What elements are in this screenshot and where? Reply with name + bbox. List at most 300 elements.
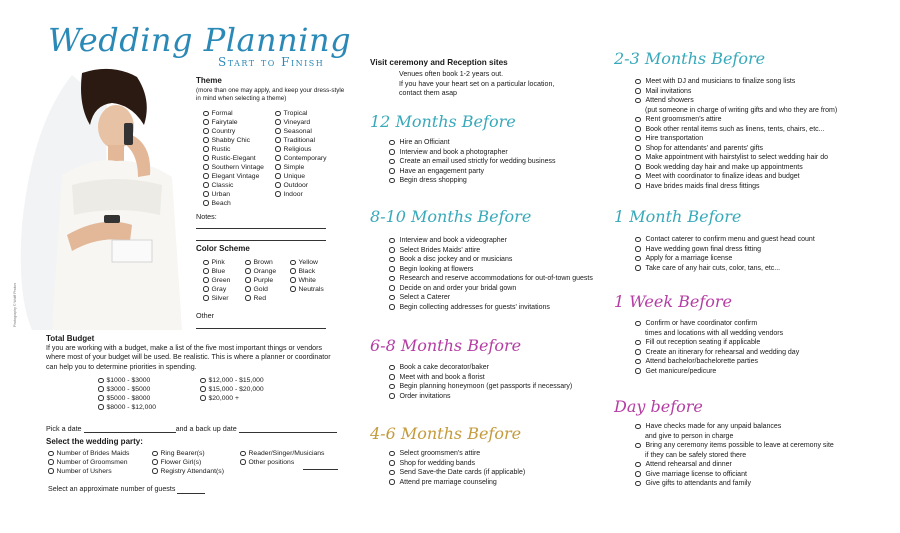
- color-column-3: [290, 259, 324, 295]
- two-months-item-label: Shop for attendants' and parents' gifts: [645, 144, 763, 152]
- party-option[interactable]: [152, 450, 224, 459]
- eight-months-item[interactable]: [389, 236, 593, 246]
- color-option[interactable]: [290, 286, 324, 295]
- radio-circle-icon[interactable]: [275, 137, 281, 143]
- two-months-item-label: Book wedding day hair and make up appointments: [645, 163, 803, 171]
- radio-circle-icon[interactable]: [275, 128, 281, 134]
- twelve-months-item[interactable]: [389, 176, 556, 186]
- checkbox-circle-icon[interactable]: [389, 159, 395, 165]
- 6-8-months-list: [389, 363, 572, 401]
- budget-option[interactable]: [98, 404, 156, 413]
- theme-option-label: Elegant Vintage: [211, 172, 260, 180]
- four-months-item-label: Shop for wedding bands: [399, 459, 475, 467]
- party-option[interactable]: [48, 450, 129, 459]
- four-months-item[interactable]: [389, 478, 525, 488]
- radio-circle-icon[interactable]: [203, 295, 209, 301]
- checkbox-circle-icon[interactable]: [635, 183, 641, 189]
- theme-option[interactable]: [203, 191, 264, 200]
- one-week-item[interactable]: [635, 357, 799, 367]
- six-months-item[interactable]: [389, 373, 572, 383]
- day-before-item[interactable]: [635, 422, 834, 432]
- day-before-item-label: Bring any ceremony items possible to leave at ceremony site: [645, 442, 834, 450]
- two-months-item[interactable]: [635, 115, 837, 125]
- radio-circle-icon[interactable]: [290, 268, 296, 274]
- checkbox-circle-icon[interactable]: [389, 384, 395, 390]
- checkbox-circle-icon[interactable]: [389, 470, 395, 476]
- one-week-item-label: Confirm or have coordinator confirm: [645, 320, 758, 327]
- budget-text: If you are working with a budget, make a list of the five most important things or vendors where most of your budget will be used. Be realistic. This is where a planner or coordinator can help you to determine priorities in spending.: [46, 344, 331, 371]
- notes-line-1[interactable]: [196, 221, 326, 229]
- checkbox-circle-icon[interactable]: [635, 349, 641, 355]
- theme-option-label: Tropical: [283, 110, 308, 117]
- 1-week-list: [635, 319, 799, 376]
- one-month-item-label: Take care of any hair cuts, color, tans, etc...: [645, 264, 781, 272]
- radio-circle-icon[interactable]: [200, 395, 206, 401]
- theme-option-label: Country: [211, 127, 236, 135]
- 2-3-months-heading: 2-3 Months Before: [614, 49, 766, 68]
- theme-option-label: Simple: [283, 163, 305, 171]
- one-month-item-label: Contact caterer to confirm menu and guest head count: [645, 236, 815, 243]
- radio-circle-icon[interactable]: [203, 268, 209, 274]
- theme-option[interactable]: [203, 200, 264, 209]
- checkbox-circle-icon[interactable]: [635, 256, 641, 262]
- theme-option[interactable]: [203, 128, 264, 137]
- color-option[interactable]: [245, 259, 276, 268]
- radio-circle-icon[interactable]: [203, 191, 209, 197]
- theme-option-label: Vineyard: [283, 118, 311, 126]
- radio-circle-icon[interactable]: [240, 459, 246, 465]
- theme-option[interactable]: [275, 182, 327, 191]
- radio-circle-icon[interactable]: [275, 173, 281, 179]
- party-option-label: Number of Groomsmen: [56, 458, 128, 466]
- one-month-item[interactable]: [635, 245, 815, 255]
- twelve-months-item-label: Have an engagement party: [399, 167, 484, 175]
- 8-10-months-list: [389, 236, 593, 312]
- two-months-item[interactable]: [635, 134, 837, 144]
- theme-option-label: Religious: [283, 145, 312, 153]
- radio-circle-icon[interactable]: [290, 260, 296, 266]
- one-week-item-label: Attend bachelor/bachelorette parties: [645, 358, 758, 366]
- color-option-label: Blue: [211, 267, 226, 275]
- color-option[interactable]: [203, 277, 230, 286]
- two-months-item-label: Rent groomsmen's attire: [645, 116, 722, 124]
- radio-circle-icon[interactable]: [203, 111, 209, 117]
- twelve-months-item-label: Hire an Officiant: [399, 139, 450, 146]
- checkbox-circle-icon[interactable]: [635, 340, 641, 346]
- checkbox-circle-icon[interactable]: [389, 266, 395, 272]
- checkbox-circle-icon[interactable]: [635, 98, 641, 104]
- theme-option-label: Indoor: [283, 190, 303, 198]
- twelve-months-item-label: Interview and book a photographer: [399, 148, 508, 156]
- day-before-item-label: Give gifts to attendants and family: [645, 480, 751, 488]
- six-months-item-label: Meet with and book a florist: [399, 373, 485, 381]
- two-months-item[interactable]: [635, 163, 837, 173]
- checkbox-circle-icon[interactable]: [635, 359, 641, 365]
- color-column-1: [203, 259, 230, 304]
- theme-option[interactable]: [275, 173, 327, 182]
- day-before-item-label: Give marriage license to officiant: [645, 470, 747, 478]
- radio-circle-icon[interactable]: [203, 260, 209, 266]
- one-month-item[interactable]: [635, 264, 815, 274]
- theme-option[interactable]: [275, 110, 327, 119]
- theme-option[interactable]: [275, 119, 327, 128]
- radio-circle-icon[interactable]: [98, 395, 104, 401]
- one-week-item-label: Get manicure/pedicure: [645, 367, 717, 375]
- party-option[interactable]: [240, 450, 324, 459]
- 4-6-months-list: [389, 449, 525, 487]
- theme-option[interactable]: [275, 191, 327, 200]
- radio-circle-icon[interactable]: [245, 295, 251, 301]
- theme-option[interactable]: [275, 146, 327, 155]
- 1-month-list: [635, 235, 815, 273]
- two-months-item-label: Meet with coordinator to finalize ideas and budget: [645, 173, 800, 181]
- radio-circle-icon[interactable]: [48, 468, 54, 474]
- checkbox-circle-icon[interactable]: [635, 136, 641, 142]
- two-months-item-label: Hire transportation: [645, 135, 704, 143]
- other-positions-line[interactable]: [303, 462, 338, 470]
- 1-week-heading: 1 Week Before: [614, 292, 733, 311]
- radio-circle-icon[interactable]: [203, 155, 209, 161]
- radio-circle-icon[interactable]: [48, 451, 54, 457]
- checkbox-circle-icon[interactable]: [389, 247, 395, 253]
- color-option[interactable]: [290, 268, 324, 277]
- notes-line-2[interactable]: [196, 233, 326, 241]
- day-before-item-note: if they can be safely stored there: [645, 451, 747, 459]
- radio-circle-icon[interactable]: [245, 260, 251, 266]
- radio-circle-icon[interactable]: [275, 146, 281, 152]
- color-option[interactable]: [290, 277, 324, 286]
- theme-column-2: [275, 110, 327, 200]
- checkbox-circle-icon[interactable]: [389, 295, 395, 301]
- checkbox-circle-icon[interactable]: [389, 374, 395, 380]
- 2-3-months-list: [635, 77, 837, 191]
- eight-months-item-label: Research and reserve accommodations for out-of-town guests: [399, 275, 593, 283]
- checkbox-circle-icon[interactable]: [635, 174, 641, 180]
- two-months-item[interactable]: [635, 96, 837, 106]
- checkbox-circle-icon[interactable]: [635, 88, 641, 94]
- eight-months-item[interactable]: [389, 303, 593, 313]
- theme-option-label: Urban: [211, 190, 231, 198]
- theme-option[interactable]: [203, 173, 264, 182]
- four-months-item[interactable]: [389, 468, 525, 478]
- color-option-label: Red: [253, 294, 266, 302]
- radio-circle-icon[interactable]: [245, 286, 251, 292]
- radio-circle-icon[interactable]: [98, 378, 104, 384]
- checkbox-circle-icon[interactable]: [635, 155, 641, 161]
- party-option-label: Number of Ushers: [56, 467, 112, 475]
- budget-option-label: $8000 - $12,000: [106, 403, 157, 411]
- guests-line[interactable]: [177, 486, 205, 494]
- radio-circle-icon[interactable]: [275, 164, 281, 170]
- one-week-item-note: times and locations with all wedding vendors: [645, 329, 784, 337]
- six-months-item[interactable]: [389, 392, 572, 402]
- two-months-item[interactable]: [635, 125, 837, 135]
- checkbox-circle-icon[interactable]: [389, 140, 395, 146]
- one-week-item[interactable]: [635, 367, 799, 377]
- theme-option[interactable]: [203, 110, 264, 119]
- budget-option-label: $5000 - $8000: [106, 394, 151, 402]
- two-months-item[interactable]: [635, 77, 837, 87]
- radio-circle-icon[interactable]: [290, 277, 296, 283]
- eight-months-item-label: Select Brides Maids' attire: [399, 246, 481, 254]
- color-option-label: Gold: [253, 285, 268, 293]
- radio-circle-icon[interactable]: [203, 137, 209, 143]
- two-months-item-note: (put someone in charge of writing gifts and who they are from): [645, 106, 838, 114]
- twelve-months-item[interactable]: [389, 138, 556, 148]
- other-line[interactable]: [196, 321, 326, 329]
- budget-option[interactable]: [200, 395, 264, 404]
- visit-line: If you have your heart set on a particular location,: [399, 79, 555, 88]
- checkbox-circle-icon[interactable]: [389, 460, 395, 466]
- party-option-label: Flower Girl(s): [160, 458, 202, 466]
- one-week-item-label: Create an itinerary for rehearsal and wedding day: [645, 348, 800, 356]
- color-scheme-heading: Color Scheme: [196, 244, 250, 253]
- radio-circle-icon[interactable]: [240, 451, 246, 457]
- checkbox-circle-icon[interactable]: [389, 451, 395, 457]
- checkbox-circle-icon[interactable]: [389, 285, 395, 291]
- theme-option[interactable]: [203, 146, 264, 155]
- party-option[interactable]: [48, 468, 129, 477]
- budget-option[interactable]: [98, 386, 156, 395]
- color-option[interactable]: [245, 286, 276, 295]
- color-option-label: Pink: [211, 259, 225, 266]
- other-label: Other: [196, 311, 214, 320]
- color-option[interactable]: [203, 286, 230, 295]
- radio-circle-icon[interactable]: [98, 386, 104, 392]
- theme-option-label: Unique: [283, 172, 306, 180]
- theme-option-label: Rustic-Elegant: [211, 154, 256, 162]
- party-option-label: Other positions: [248, 458, 295, 466]
- eight-months-item[interactable]: [389, 284, 593, 294]
- theme-option-label: Contemporary: [283, 154, 327, 162]
- budget-option[interactable]: [200, 377, 264, 386]
- four-months-item[interactable]: [389, 449, 525, 459]
- checkbox-circle-icon[interactable]: [635, 471, 641, 477]
- bride-photo: [12, 65, 192, 330]
- radio-circle-icon[interactable]: [275, 191, 281, 197]
- radio-circle-icon[interactable]: [245, 277, 251, 283]
- radio-circle-icon[interactable]: [203, 128, 209, 134]
- radio-circle-icon[interactable]: [203, 277, 209, 283]
- visit-line: Venues often book 1-2 years out.: [399, 70, 504, 78]
- checkbox-circle-icon[interactable]: [635, 443, 641, 449]
- four-months-item[interactable]: [389, 459, 525, 469]
- eight-months-item[interactable]: [389, 255, 593, 265]
- day-before-item-label: Have checks made for any unpaid balances: [645, 423, 782, 430]
- checkbox-circle-icon[interactable]: [635, 246, 641, 252]
- theme-hint: (more than one may apply, and keep your dress-style in mind when selecting a theme): [196, 87, 345, 103]
- eight-months-item[interactable]: [389, 274, 593, 284]
- 12-months-heading: 12 Months Before: [370, 112, 516, 131]
- color-option-label: Green: [211, 276, 231, 284]
- checkbox-circle-icon[interactable]: [389, 479, 395, 485]
- radio-circle-icon[interactable]: [203, 200, 209, 206]
- checkbox-circle-icon[interactable]: [635, 126, 641, 132]
- radio-circle-icon[interactable]: [152, 459, 158, 465]
- checkbox-circle-icon[interactable]: [389, 257, 395, 263]
- visit-text: [399, 70, 554, 99]
- checkbox-circle-icon[interactable]: [389, 276, 395, 282]
- party-option[interactable]: [152, 459, 224, 468]
- party-option[interactable]: [152, 468, 224, 477]
- backup-date-line[interactable]: [239, 425, 337, 433]
- one-week-item[interactable]: [635, 319, 799, 329]
- one-week-item-label: Fill out reception seating if applicable: [645, 339, 761, 347]
- party-option-label: Number of Brides Maids: [56, 450, 130, 457]
- two-months-item[interactable]: [635, 153, 837, 163]
- color-option[interactable]: [245, 277, 276, 286]
- twelve-months-item[interactable]: [389, 148, 556, 158]
- radio-circle-icon[interactable]: [152, 468, 158, 474]
- checkbox-circle-icon[interactable]: [389, 149, 395, 155]
- twelve-months-item[interactable]: [389, 157, 556, 167]
- checkbox-circle-icon[interactable]: [635, 321, 641, 327]
- day-before-item-label: Attend rehearsal and dinner: [645, 461, 732, 469]
- radio-circle-icon[interactable]: [203, 173, 209, 179]
- checkbox-circle-icon[interactable]: [635, 145, 641, 151]
- theme-option-label: Rustic: [211, 145, 231, 153]
- radio-circle-icon[interactable]: [203, 286, 209, 292]
- two-months-item[interactable]: [635, 182, 837, 192]
- color-option[interactable]: [203, 268, 230, 277]
- party-option[interactable]: [48, 459, 129, 468]
- checkbox-circle-icon[interactable]: [635, 368, 641, 374]
- one-week-item[interactable]: [635, 348, 799, 358]
- color-option-label: Brown: [253, 259, 273, 266]
- day-before-heading: Day before: [614, 397, 703, 416]
- budget-option-label: $3000 - $5000: [106, 385, 151, 393]
- checkbox-circle-icon[interactable]: [635, 265, 641, 271]
- radio-circle-icon[interactable]: [152, 451, 158, 457]
- eight-months-item[interactable]: [389, 246, 593, 256]
- checkbox-circle-icon[interactable]: [389, 168, 395, 174]
- notes-label: Notes:: [196, 212, 217, 221]
- checkbox-circle-icon[interactable]: [389, 365, 395, 371]
- budget-option[interactable]: [98, 377, 156, 386]
- theme-option[interactable]: [275, 155, 327, 164]
- color-option[interactable]: [245, 295, 276, 304]
- radio-circle-icon[interactable]: [275, 155, 281, 161]
- budget-column-1: [98, 377, 156, 413]
- twelve-months-item[interactable]: [389, 167, 556, 177]
- six-months-item-label: Begin planning honeymoon (get passports if necessary): [399, 383, 573, 391]
- color-option-label: Yellow: [298, 259, 318, 266]
- theme-option-label: Traditional: [283, 136, 315, 144]
- six-months-item-label: Book a cake decorator/baker: [399, 364, 489, 371]
- radio-circle-icon[interactable]: [275, 182, 281, 188]
- radio-circle-icon[interactable]: [203, 119, 209, 125]
- visit-heading: Visit ceremony and Reception sites: [370, 58, 508, 67]
- theme-option[interactable]: [203, 155, 264, 164]
- radio-circle-icon[interactable]: [203, 182, 209, 188]
- budget-option-label: $1000 - $3000: [106, 377, 151, 384]
- theme-option-label: Outdoor: [283, 181, 309, 189]
- six-months-item[interactable]: [389, 363, 572, 373]
- radio-circle-icon[interactable]: [275, 119, 281, 125]
- checkbox-circle-icon[interactable]: [635, 424, 641, 430]
- two-months-item-label: Mail invitations: [645, 87, 692, 95]
- color-option-label: Black: [298, 267, 316, 275]
- radio-circle-icon[interactable]: [203, 146, 209, 152]
- theme-option[interactable]: [275, 128, 327, 137]
- theme-option[interactable]: [203, 164, 264, 173]
- theme-option[interactable]: [203, 119, 264, 128]
- day-before-item-note: and give to person in charge: [645, 432, 734, 440]
- checkbox-circle-icon[interactable]: [635, 462, 641, 468]
- color-option[interactable]: [245, 268, 276, 277]
- theme-option[interactable]: [203, 137, 264, 146]
- one-month-item[interactable]: [635, 235, 815, 245]
- radio-circle-icon[interactable]: [200, 378, 206, 384]
- color-option[interactable]: [203, 295, 230, 304]
- radio-circle-icon[interactable]: [275, 111, 281, 117]
- budget-option[interactable]: [200, 386, 264, 395]
- color-option[interactable]: [203, 259, 230, 268]
- checkbox-circle-icon[interactable]: [635, 79, 641, 85]
- radio-circle-icon[interactable]: [98, 404, 104, 410]
- one-week-item[interactable]: [635, 338, 799, 348]
- page-title: Wedding Planning: [48, 21, 352, 59]
- color-option[interactable]: [290, 259, 324, 268]
- theme-option-label: Shabby Chic: [211, 136, 251, 144]
- six-months-item[interactable]: [389, 382, 572, 392]
- radio-circle-icon[interactable]: [245, 268, 251, 274]
- day-before-item[interactable]: [635, 460, 834, 470]
- theme-option[interactable]: [275, 164, 327, 173]
- one-month-item[interactable]: [635, 254, 815, 264]
- party-option-label: Reader/Singer/Musicians: [248, 450, 325, 457]
- color-option-label: Silver: [211, 294, 229, 302]
- party-column-2: [152, 450, 224, 477]
- two-months-item[interactable]: [635, 87, 837, 97]
- date-line[interactable]: [84, 425, 176, 433]
- two-months-item[interactable]: [635, 172, 837, 182]
- budget-column-2: [200, 377, 264, 404]
- budget-option[interactable]: [98, 395, 156, 404]
- radio-circle-icon[interactable]: [200, 386, 206, 392]
- 6-8-months-heading: 6-8 Months Before: [370, 336, 522, 355]
- checkbox-circle-icon[interactable]: [635, 481, 641, 487]
- theme-option-label: Beach: [211, 199, 231, 207]
- radio-circle-icon[interactable]: [203, 164, 209, 170]
- theme-option-label: Fairytale: [211, 118, 238, 126]
- two-months-item-label: Book other rental items such as linens, tents, chairs, etc...: [645, 125, 825, 133]
- checkbox-circle-icon[interactable]: [389, 238, 395, 244]
- radio-circle-icon[interactable]: [290, 286, 296, 292]
- checkbox-circle-icon[interactable]: [635, 237, 641, 243]
- party-option-label: Registry Attendant(s): [160, 467, 224, 475]
- two-months-item[interactable]: [635, 144, 837, 154]
- theme-option[interactable]: [203, 182, 264, 191]
- checkbox-circle-icon[interactable]: [389, 393, 395, 399]
- checkbox-circle-icon[interactable]: [635, 117, 641, 123]
- eight-months-item-label: Begin looking at flowers: [399, 265, 474, 273]
- four-months-item-label: Attend pre marriage counseling: [399, 478, 497, 486]
- day-before-item[interactable]: [635, 479, 834, 489]
- eight-months-item[interactable]: [389, 293, 593, 303]
- eight-months-item[interactable]: [389, 265, 593, 275]
- checkbox-circle-icon[interactable]: [635, 164, 641, 170]
- two-months-item-label: Attend showers: [645, 97, 694, 105]
- theme-option[interactable]: [275, 137, 327, 146]
- day-before-item[interactable]: [635, 441, 834, 451]
- radio-circle-icon[interactable]: [48, 459, 54, 465]
- party-option-label: Ring Bearer(s): [160, 450, 205, 457]
- checkbox-circle-icon[interactable]: [389, 178, 395, 184]
- day-before-item[interactable]: [635, 470, 834, 480]
- checkbox-circle-icon[interactable]: [389, 304, 395, 310]
- six-months-item-label: Order invitations: [399, 392, 451, 400]
